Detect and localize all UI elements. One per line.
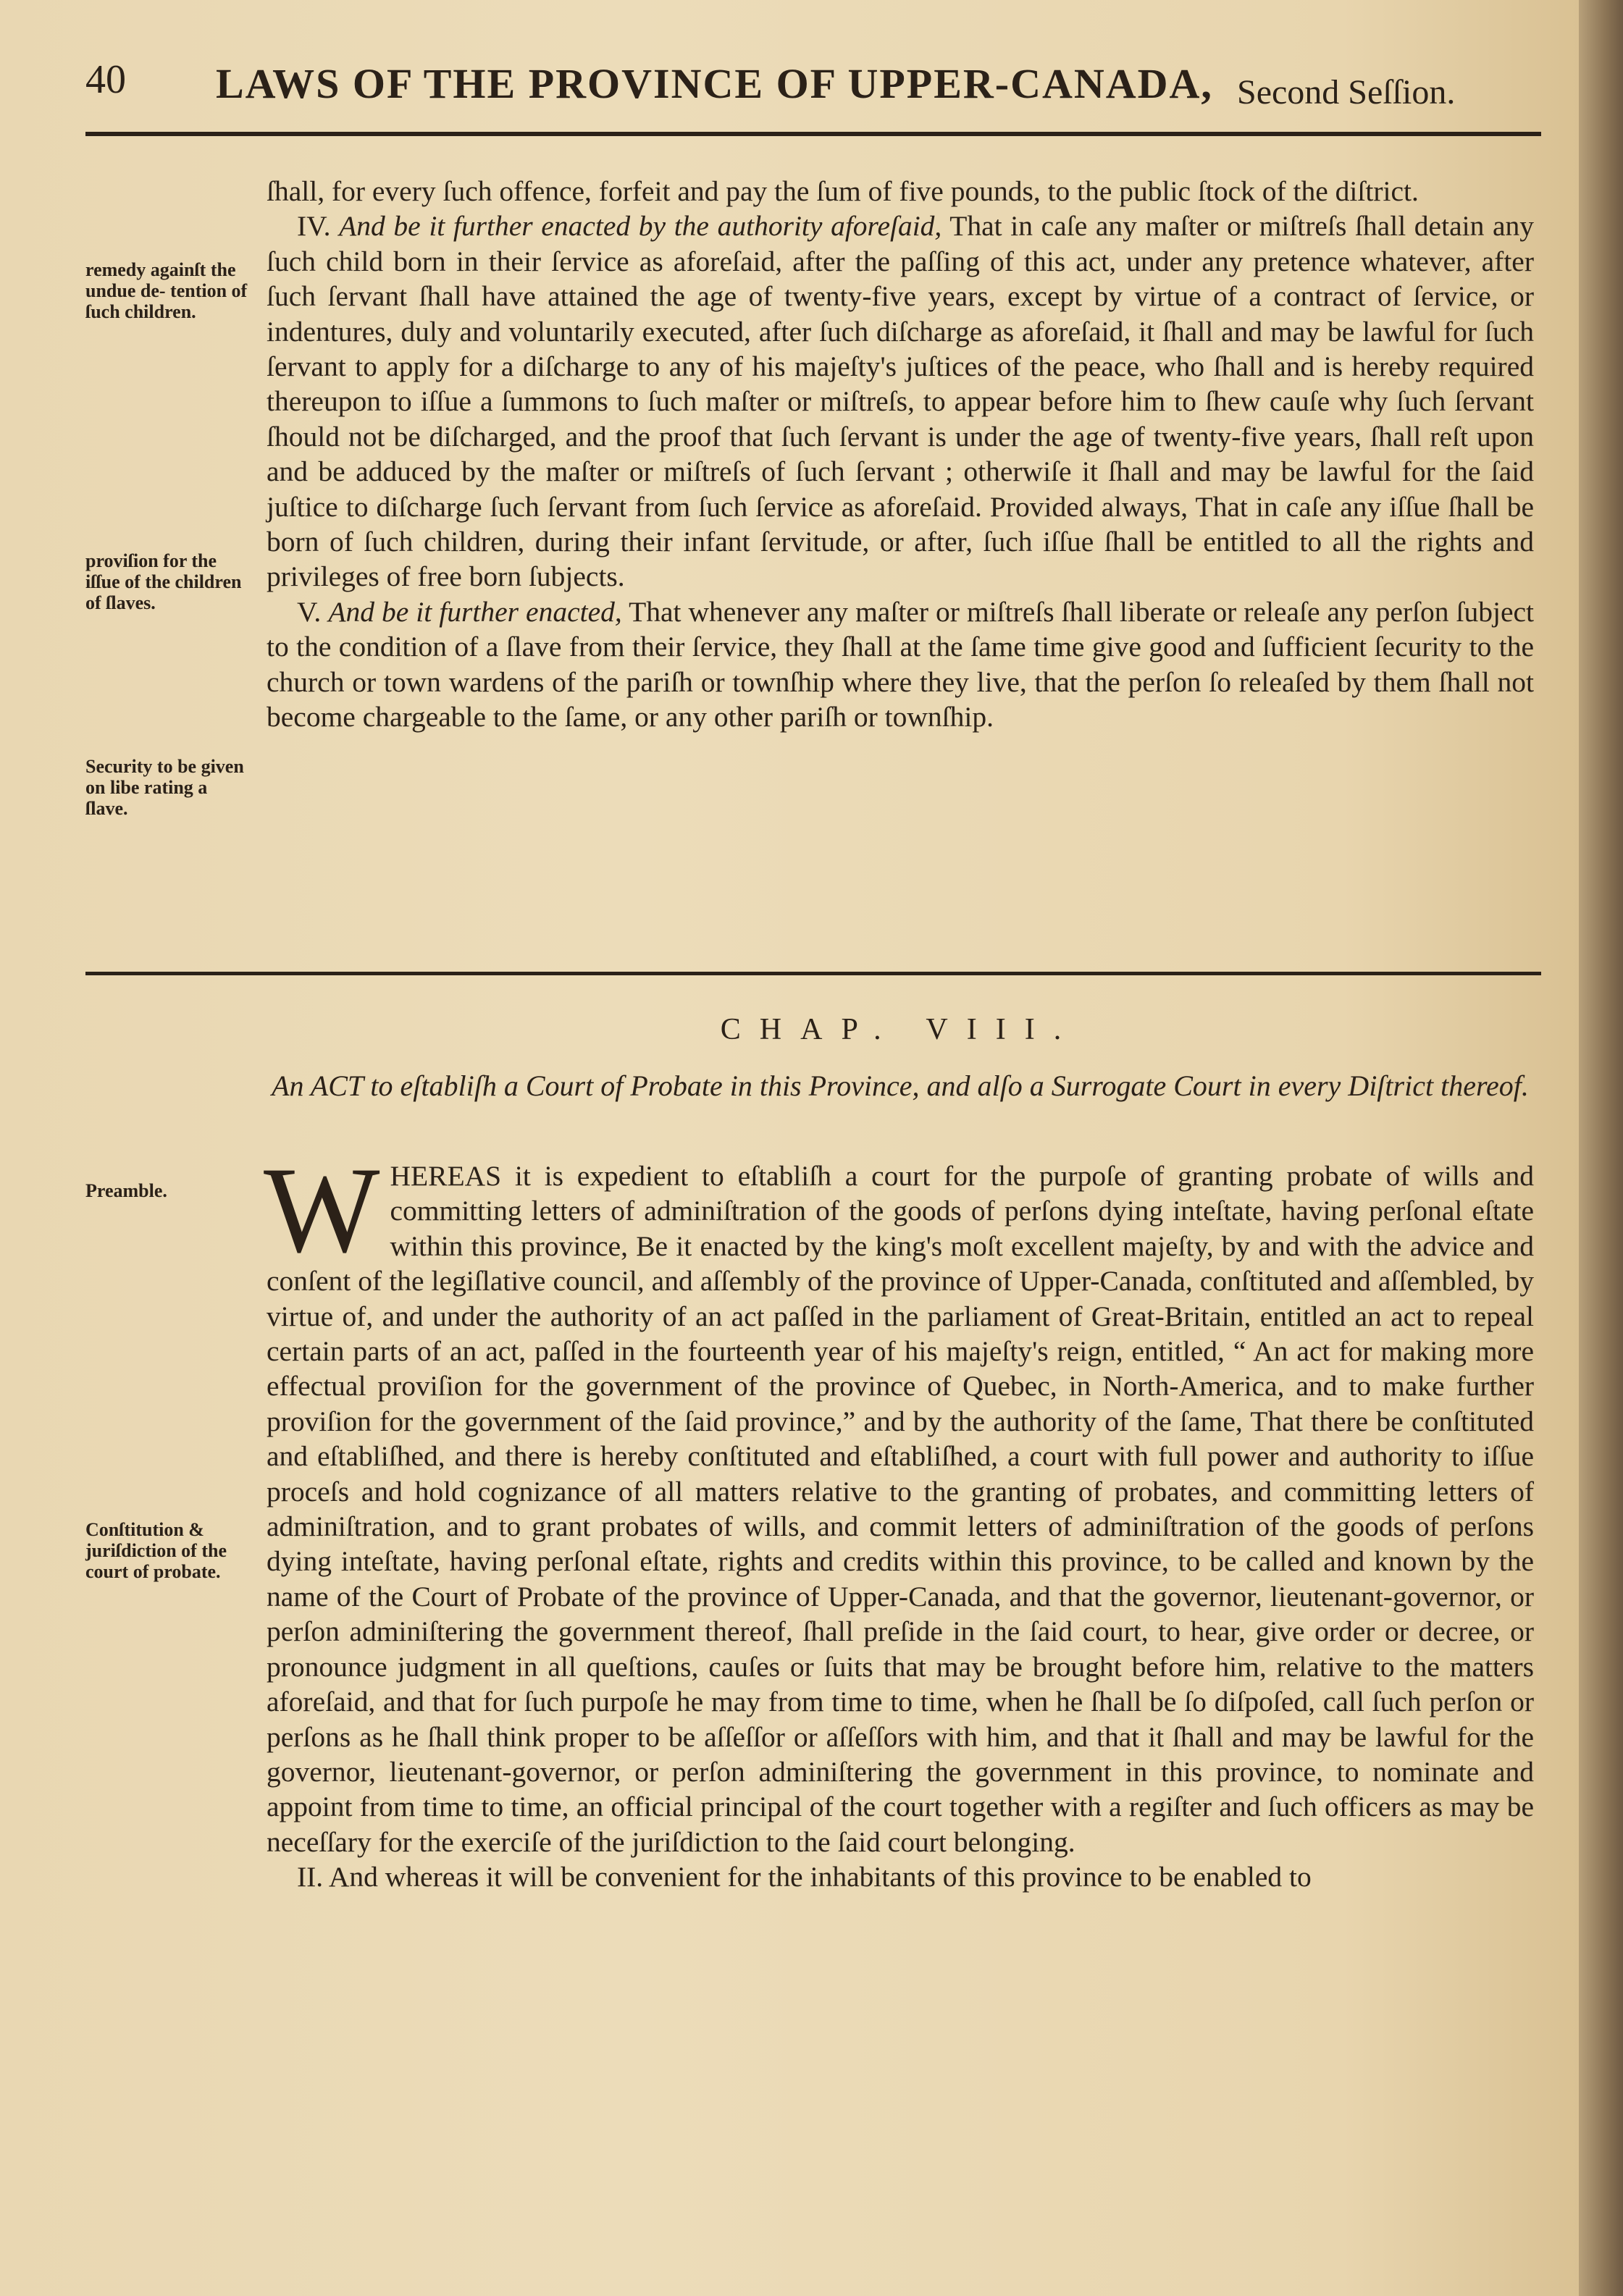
margin-note-constitution: Conſtitution & juriſdiction of the court of probate. bbox=[85, 1519, 227, 1582]
margin-note-remedy: remedy againſt the undue de- tention of ſuch children. bbox=[85, 259, 248, 322]
chapter-rule bbox=[85, 972, 1541, 975]
header-rule bbox=[85, 132, 1541, 136]
margin-note-provision: proviſion for the iſſue of the children of ſlaves. bbox=[85, 550, 242, 613]
margin-note-preamble: Preamble. bbox=[85, 1180, 167, 1201]
section-iv-number: IV. bbox=[297, 210, 331, 243]
margin-note-security: Security to be given on libe rating a ſlave. bbox=[85, 756, 244, 819]
section-v-number: V. bbox=[297, 595, 322, 628]
act-title: An ACT to eſtabliſh a Court of Probate in this Province, and alſo a Surrogate Court in every Diſtrict thereof. bbox=[272, 1069, 1529, 1102]
section-v-enacting: And be it further enacted, bbox=[328, 595, 622, 628]
chapter-heading: CHAP. VIII. bbox=[720, 1013, 1081, 1046]
session-label: Second Seſſion. bbox=[1237, 73, 1456, 112]
section-iv-text: That in caſe any maſter or miſtreſs ſhall detain any ſuch child born in their ſervice as aforeſaid, after the paſſing of this act, under any pretence whatever, after ſuch ſervant ſhall have attained the age of twenty-five years, except by virtue of a contract of ſervice, or indentures, duly and voluntarily executed, after ſuch diſcharge as aforeſaid, it ſhall and may be lawful for ſuch ſervant to apply for a diſcharge to any of his majeſty's juſtices of the peace, who ſhall and is hereby required thereupon to iſſue a ſummons to ſuch maſter or miſtreſs, to appear before him to ſhew cauſe why ſuch ſervant ſhould not be diſcharged, and the proof that ſuch ſervant is under the age of twenty-five years, ſhall reſt upon and be adduced by the maſter or miſtreſs of ſuch ſervant ; otherwiſe it ſhall and may be lawful for the ſaid juſtice to diſcharge ſuch ſervant from ſuch ſervice as aforeſaid. Provided always, That in caſe any iſſue ſhall be born of ſuch children, during their infant ſervitude, or after, ſuch iſſue ſhall be entitled to all the rights and privileges of free born ſubjects. bbox=[267, 210, 1535, 593]
preamble-text: it is expedient to eſtabliſh a court for the purpoſe of granting probate of wills and committing letters of adminiſtration of the goods of perſons dying inteſtate, having perſonal eſtate within this province, Be it enacted by the king's moſt excellent majeſty, by and with the advice and conſent of the legiſlative council, and aſſembly of the province of Upper-Canada, conſtituted and aſſembled, by virtue of, and under the authority of an act paſſed in the parliament of Great-Britain, entitled an act to repeal certain parts of an act, paſſed in the fourteenth year of his majeſty's reign, entitled, “ An act for making more effectual proviſion for the government of the province of Quebec, in North-America, and to make further proviſion for the government of the ſaid province,” and by the authority of the ſame, That there be conſtituted and eſtabliſhed, and there is hereby conſtituted and eſtabliſhed, a court with full power and authority to iſſue proceſs and hold cognizance of all matters relative to the granting of probates, and committing letters of adminiſtration, and to grant probates of wills, and commit letters of adminiſtration of the goods of perſons dying inteſtate, having perſonal eſtate, rights and credits within this province, to be called and known by the name of the Court of Probate of the province of Upper-Canada, and that the governor, lieutenant-governor, or perſon adminiſtering the government thereof, ſhall preſide in the ſaid court, to hear, give order or decree, or pronounce judgment in all queſtions, cauſes or ſuits that may be brought before him, relative to the matters aforeſaid, and that for ſuch purpoſe he may from time to time, when he ſhall be ſo diſpoſed, call ſuch perſon or perſons as he ſhall think proper to be aſſeſſor or aſſeſſors with him, and that it ſhall and may be lawful for the governor, lieutenant-governor, or perſon adminiſtering the government in this province, to nominate and appoint from time to time, an official principal of the court together with a regiſter and ſuch officers as may be neceſſary for the exerciſe of the juriſdiction to the ſaid court belonging. bbox=[267, 1160, 1534, 1858]
running-header bbox=[85, 43, 1527, 116]
book-edge bbox=[1579, 0, 1623, 2296]
section-ii-paragraph: II. And whereas it will be convenient for the inhabitants of this province to be enabled to bbox=[297, 1861, 1312, 1893]
drop-cap: W bbox=[264, 1142, 380, 1278]
section-iv-enacting: And be it further enacted by the authority aforeſaid, bbox=[339, 210, 942, 243]
preamble-lead: HEREAS bbox=[390, 1160, 502, 1192]
section-iv-paragraph bbox=[267, 209, 1534, 594]
section-v-text: That whenever any maſter or miſtreſs ſhall liberate or releaſe any perſon ſubject to the condition of a ſlave from their ſervice, they ſhall at the ſame time give good and ſufficient ſecurity to the church or town wardens of the pariſh or townſhip where they live, that the perſon ſo releaſed by them ſhall not become chargeable to the ſame, or any other pariſh or townſhip. bbox=[267, 595, 1535, 733]
chapter-body bbox=[264, 1142, 1534, 1895]
page-number: 40 bbox=[85, 57, 126, 102]
section-v-paragraph bbox=[267, 594, 1534, 735]
section-iv-v bbox=[267, 174, 1534, 735]
continuation-paragraph: ſhall, for every ſuch offence, forfeit and pay the ſum of five pounds, to the public ſtock of the diſtrict. bbox=[267, 175, 1419, 207]
running-title: LAWS OF THE PROVINCE OF UPPER-CANADA, bbox=[216, 60, 1213, 107]
preamble-paragraph bbox=[264, 1142, 1534, 1859]
